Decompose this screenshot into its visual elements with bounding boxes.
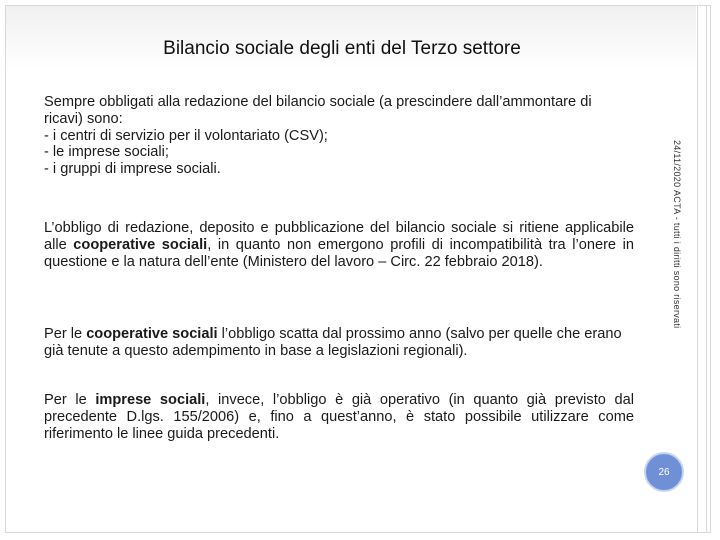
list-item: - i gruppi di imprese sociali. (44, 161, 221, 178)
paragraph-social-enterprises (44, 392, 634, 442)
paragraph-intro: Sempre obbligati alla redazione del bilancio sociale (a prescindere dall’ammontare di ricavi) sono: (44, 94, 592, 127)
page-number: 26 (658, 466, 670, 478)
paragraph-cooperative-timing (44, 326, 634, 360)
list-item: - i centri di servizio per il volontariato (CSV); (44, 127, 328, 144)
text-run: , in quanto non emergono profili di incompatibilità tra l’onere in questione e la natura dell’ente (Ministero del lavoro – Circ. 22 febbraio 2018). (44, 236, 634, 270)
list-item: - le imprese sociali; (44, 144, 169, 161)
text-run: L’obbligo di redazione, deposito e pubblicazione del bilancio sociale si ritiene applicabile alle (44, 220, 634, 253)
side-date: 24/11/2020 (672, 140, 682, 188)
bold-term: cooperative sociali (86, 326, 218, 342)
text-run: , invece, l’obbligo è già operativo (in quanto già previsto dal precedente D.lgs. 155/2006) e, fino a quest’anno, è stato possibile utilizzare come riferimento le linee guida precedenti. (44, 392, 634, 442)
paragraph-cooperative-obligation (44, 220, 634, 270)
slide-title: Bilancio sociale degli enti del Terzo settore (163, 38, 521, 59)
bold-term: imprese sociali (95, 392, 206, 408)
slide-side-bar (697, 5, 707, 533)
entities-list (44, 128, 634, 178)
page-number-badge (644, 452, 684, 492)
text-run: Per le (44, 392, 96, 408)
paragraph-obligated-entities (44, 94, 634, 178)
text-run: l’obbligo scatta dal prossimo anno (salvo per quelle che erano già tenute a questo adempimento in base a legislazioni regionali). (44, 326, 622, 359)
bold-term: cooperative sociali (73, 236, 208, 253)
side-footer: ACTA - tutti i diritti sono riservati (672, 190, 682, 329)
text-run: Per le (44, 326, 87, 342)
